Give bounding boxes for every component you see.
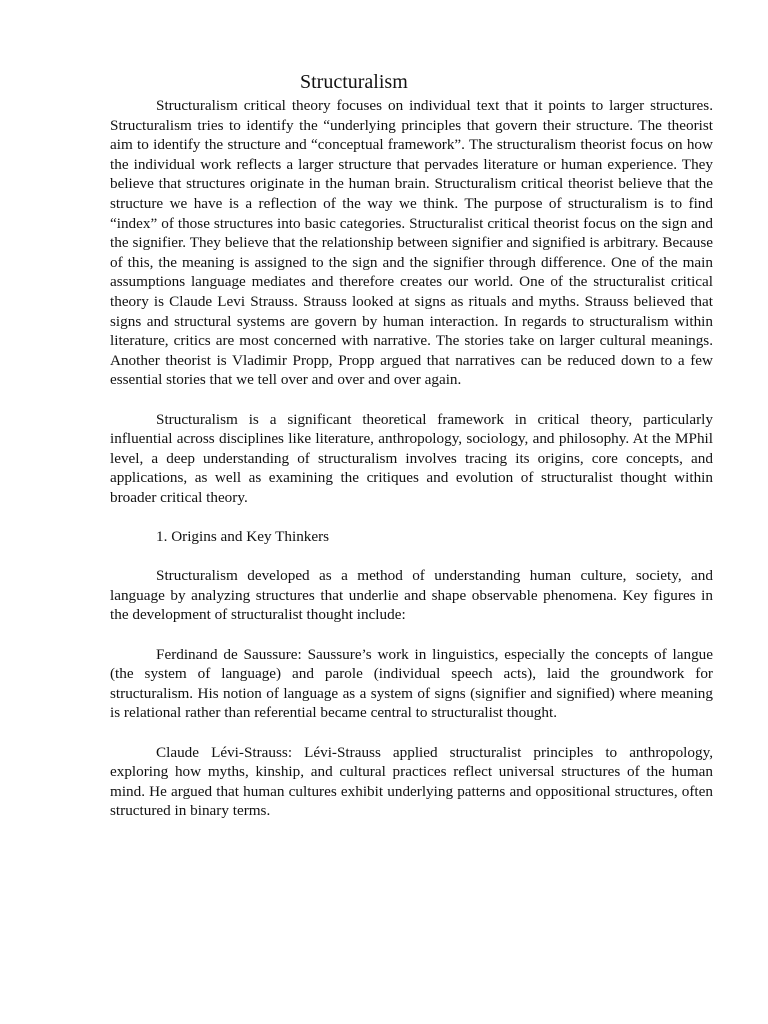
document-title: Structuralism [300,71,408,93]
intro-paragraph: Structuralism critical theory focuses on individual text that it points to larger structures. Structuralism tries to identify the “underlying principles that govern their structure. The theorist aim to identify the structure and “conceptual framework”. The structuralism theorist focus on how the individual work reflects a larger structure that pervades literature or human experience. They believe that structures originate in the human brain. Structuralism critical theorist believe that the structure we have is a reflection of the way we think. The purpose of structuralism is to find “index” of those structures into basic categories. Structuralist critical theorist focus on the sign and the signifier. They believe that the relationship between signifier and signified is arbitrary. Because of this, the meaning is assigned to the sign and the signifier through difference. One of the main assumptions language mediates and therefore creates our world. One of the structuralist critical theory is Claude Levi Strauss. Strauss looked at signs as rituals and myths. Strauss believed that signs and structural systems are govern by human interaction. In regards to structuralism within literature, critics are most concerned with narrative. The stories take on larger cultural meanings. Another theorist is Vladimir Propp, Propp argued that narratives can be reduced down to a few essential stories that we tell over and over and over again. [110,97,713,389]
origins-paragraph: Structuralism developed as a method of understanding human culture, society, and language by analyzing structures that underlie and shape observable phenomena. Key figures in the development of structuralist thought include: [110,567,713,624]
document-body [110,68,713,841]
saussure-paragraph: Ferdinand de Saussure: Saussure’s work in linguistics, especially the concepts of langue (the system of language) and parole (individual speech acts), laid the groundwork for structuralism. His notion of language as a system of signs (signifier and signified) where meaning is relational rather than referential became central to structuralist thought. [110,645,713,722]
overview-paragraph: Structuralism is a significant theoretical framework in critical theory, particularly influential across disciplines like literature, anthropology, sociology, and philosophy. At the MPhil level, a deep understanding of structuralism involves tracing its origins, core concepts, and applications, as well as examining the critiques and evolution of structuralist thought within broader critical theory. [110,410,713,506]
section-heading: 1. Origins and Key Thinkers [156,528,330,546]
levi-strauss-paragraph: Claude Lévi-Strauss: Lévi-Strauss applied structuralist principles to anthropology, exploring how myths, kinship, and cultural practices reflect universal structures of the human mind. He argued that human cultures exhibit underlying patterns and oppositional structures, often structured in binary terms. [110,743,713,820]
